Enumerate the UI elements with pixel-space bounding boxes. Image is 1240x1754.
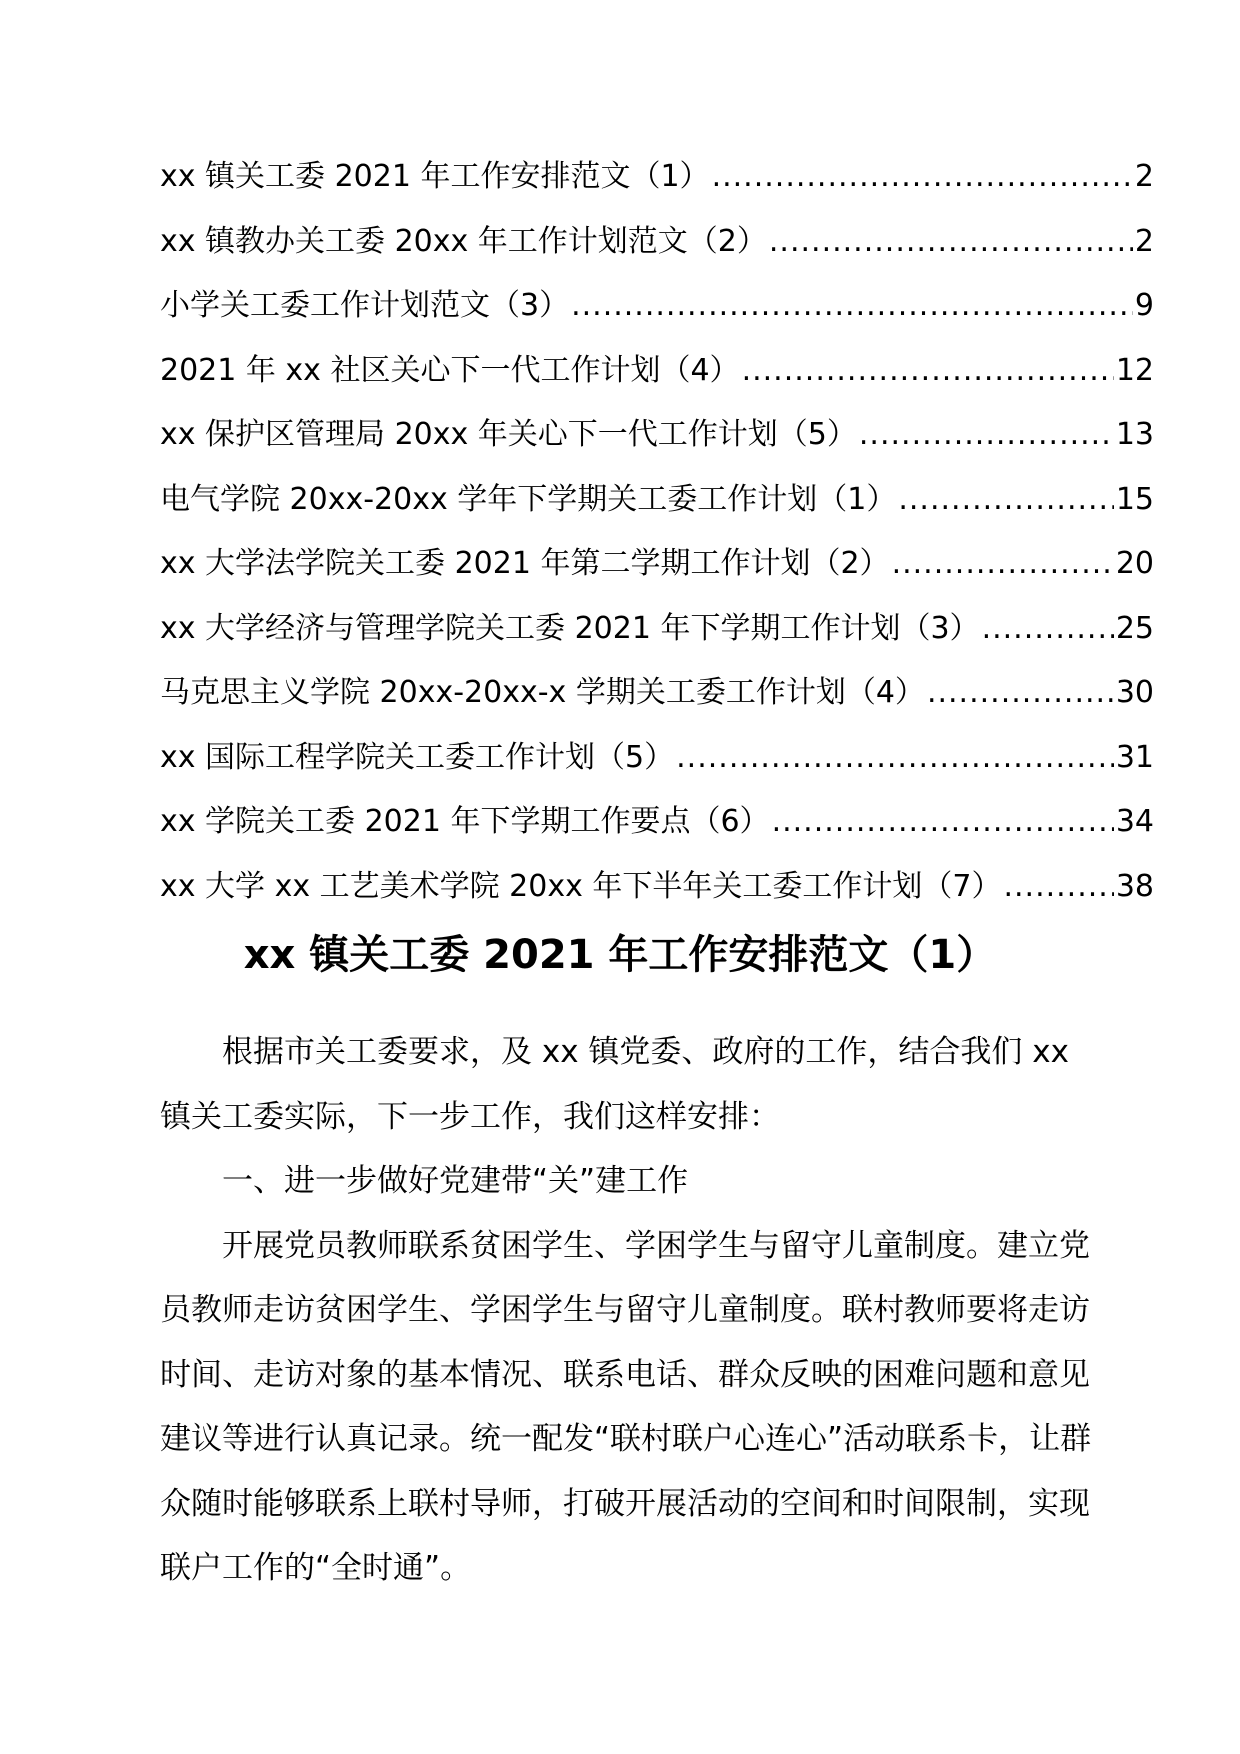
toc-entry[interactable]	[160, 855, 1154, 920]
toc-leader-dots	[1003, 855, 1113, 920]
section-heading: 一、进一步做好党建带“关”建工作	[222, 1163, 689, 1199]
toc-entry-page: 31	[1115, 739, 1154, 775]
body-paragraph: 根据市关工委要求，及 xx 镇党委、政府的工作，结合我们 xx 镇关工委实际，下一步工作，我们这样安排：	[160, 1034, 1069, 1135]
toc-entry-page: 38	[1115, 868, 1154, 904]
toc-entry-title: 2021 年 xx 社区关心下一代工作计划（4）	[160, 352, 740, 388]
toc-entry[interactable]	[160, 339, 1154, 404]
toc-leader-dots	[859, 403, 1114, 468]
document-body	[160, 1020, 1094, 1601]
toc-entry[interactable]	[160, 274, 1154, 339]
toc-entry-title: 马克思主义学院 20xx-20xx-x 学期关工委工作计划（4）	[160, 675, 925, 710]
toc-entry-title: 电气学院 20xx-20xx 学年下学期关工委工作计划（1）	[160, 481, 897, 517]
toc-leader-dots	[769, 210, 1133, 275]
toc-entry-page: 25	[1115, 610, 1154, 646]
table-of-contents	[160, 145, 1154, 919]
toc-entry[interactable]	[160, 145, 1154, 210]
toc-entry[interactable]	[160, 597, 1154, 662]
toc-entry[interactable]	[160, 790, 1154, 855]
toc-entry-page: 30	[1115, 675, 1154, 710]
toc-entry[interactable]	[160, 661, 1154, 726]
toc-entry[interactable]	[160, 210, 1154, 275]
toc-leader-dots	[742, 339, 1114, 404]
toc-leader-dots	[898, 468, 1113, 533]
toc-leader-dots	[892, 532, 1114, 597]
toc-entry-page: 2	[1134, 223, 1154, 259]
toc-entry[interactable]	[160, 726, 1154, 791]
toc-entry-page: 34	[1115, 804, 1154, 839]
toc-entry-page: 2	[1134, 159, 1154, 194]
toc-entry-page: 15	[1115, 481, 1154, 517]
toc-entry-title: xx 国际工程学院关工委工作计划（5）	[160, 739, 675, 775]
toc-entry-title: xx 保护区管理局 20xx 年关心下一代工作计划（5）	[160, 417, 857, 452]
toc-leader-dots	[571, 274, 1133, 339]
toc-leader-dots	[772, 790, 1114, 855]
toc-entry-page: 12	[1115, 352, 1154, 388]
toc-leader-dots	[712, 145, 1133, 210]
body-paragraph: 开展党员教师联系贫困学生、学困学生与留守儿童制度。建立党员教师走访贫困学生、学困学生与留守儿童制度。联村教师要将走访时间、走访对象的基本情况、联系电话、群众反映的困难问题和意见建议等进行认真记录。统一配发“联村联户心连心”活动联系卡，让群众随时能够联系上联村导师，打破开展活动的空间和时间限制，实现联户工作的“全时通”。	[160, 1227, 1092, 1586]
document-title: xx 镇关工委 2021 年工作安排范文（1）	[243, 932, 997, 978]
toc-entry-page: 9	[1134, 288, 1154, 323]
toc-entry-title: xx 学院关工委 2021 年下学期工作要点（6）	[160, 804, 770, 839]
toc-leader-dots	[982, 597, 1114, 662]
toc-entry-title: xx 大学 xx 工艺美术学院 20xx 年下半年关工委工作计划（7）	[160, 868, 1002, 904]
toc-entry-title: 小学关工委工作计划范文（3）	[160, 288, 570, 323]
toc-entry[interactable]	[160, 403, 1154, 468]
toc-entry[interactable]	[160, 532, 1154, 597]
toc-entry-title: xx 镇教办关工委 20xx 年工作计划范文（2）	[160, 223, 767, 259]
toc-leader-dots	[676, 726, 1114, 791]
toc-entry[interactable]	[160, 468, 1154, 533]
toc-entry-title: xx 大学法学院关工委 2021 年第二学期工作计划（2）	[160, 546, 890, 581]
toc-entry-page: 13	[1115, 417, 1154, 452]
toc-leader-dots	[927, 661, 1114, 726]
toc-entry-page: 20	[1115, 546, 1154, 581]
toc-entry-title: xx 大学经济与管理学院关工委 2021 年下学期工作计划（3）	[160, 610, 980, 646]
toc-entry-title: xx 镇关工委 2021 年工作安排范文（1）	[160, 159, 710, 194]
